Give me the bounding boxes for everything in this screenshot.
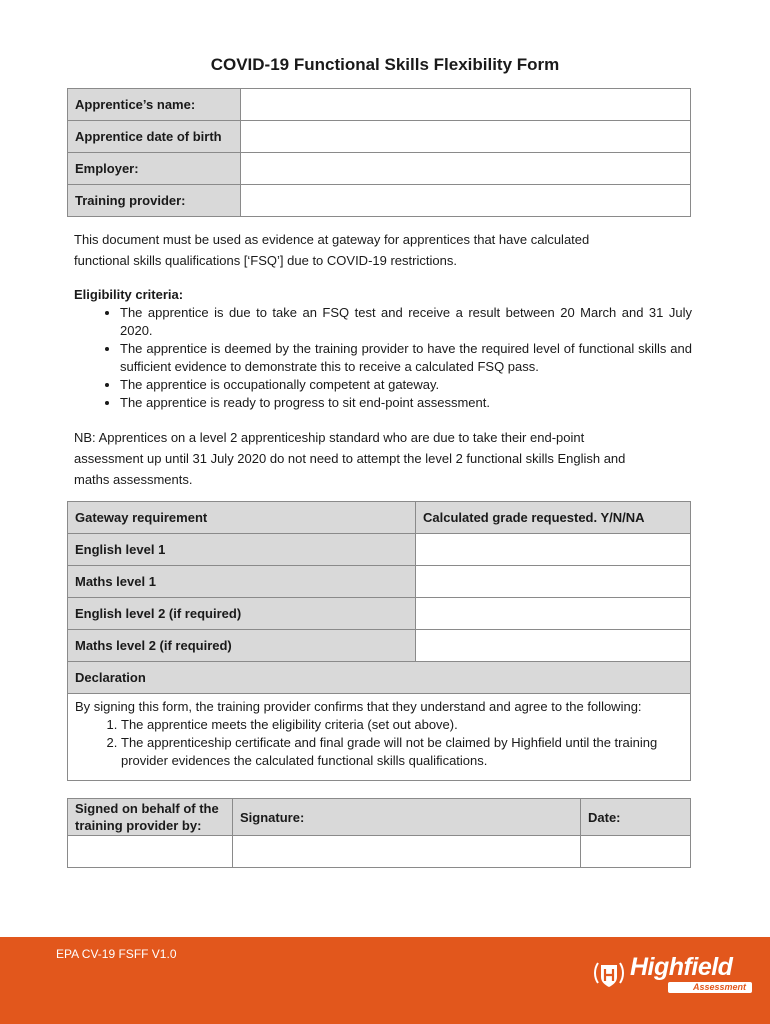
table-row bbox=[68, 598, 691, 630]
brand-name: Highfield bbox=[630, 953, 733, 981]
apprentice-dob-label: Apprentice date of birth bbox=[68, 121, 241, 153]
maths-level1-label: Maths level 1 bbox=[68, 566, 416, 598]
apprentice-name-label: Apprentice’s name: bbox=[68, 89, 241, 121]
document-code: EPA CV-19 FSFF V1.0 bbox=[56, 947, 177, 961]
table-row bbox=[68, 836, 691, 868]
page-footer bbox=[0, 937, 770, 1024]
intro-line: This document must be used as evidence at gateway for apprentices that have calculated bbox=[74, 232, 590, 247]
intro-line: functional skills qualifications [‘FSQ’] due to COVID-19 restrictions. bbox=[74, 253, 457, 268]
table-row bbox=[68, 121, 691, 153]
table-row bbox=[68, 694, 691, 781]
training-provider-label: Training provider: bbox=[68, 185, 241, 217]
declaration-heading: Declaration bbox=[68, 662, 691, 694]
table-row bbox=[68, 89, 691, 121]
declaration-intro: By signing this form, the training provider confirms that they understand and agree to the following: bbox=[75, 699, 642, 714]
english-level2-field[interactable] bbox=[416, 598, 691, 630]
page-title: COVID-19 Functional Skills Flexibility Form bbox=[210, 55, 560, 74]
table-row bbox=[68, 185, 691, 217]
maths-level2-label: Maths level 2 (if required) bbox=[68, 630, 416, 662]
table-header-row bbox=[68, 799, 691, 836]
highfield-logo bbox=[592, 953, 762, 997]
date-field[interactable] bbox=[581, 836, 691, 868]
signed-on-behalf-label: Signed on behalf of the training provider by: bbox=[68, 799, 233, 836]
table-row bbox=[68, 153, 691, 185]
date-label: Date: bbox=[581, 799, 691, 836]
apprentice-dob-field[interactable] bbox=[241, 121, 691, 153]
maths-level2-field[interactable] bbox=[416, 630, 691, 662]
eligibility-heading: Eligibility criteria: bbox=[74, 287, 184, 302]
english-level1-label: English level 1 bbox=[68, 534, 416, 566]
intro-paragraph bbox=[74, 229, 694, 271]
list-item: • The apprentice is ready to progress to sit end-point assessment. bbox=[120, 394, 692, 412]
list-item: • The apprentice is occupationally competent at gateway. bbox=[120, 376, 692, 394]
apprentice-name-field[interactable] bbox=[241, 89, 691, 121]
list-item: • The apprentice is due to take an FSQ test and receive a result between 20 March and 31 July 2020. bbox=[120, 304, 692, 340]
signature-field[interactable] bbox=[233, 836, 581, 868]
english-level1-field[interactable] bbox=[416, 534, 691, 566]
eligibility-list bbox=[74, 304, 692, 412]
declaration-body bbox=[68, 694, 691, 781]
signoff-table bbox=[67, 798, 691, 868]
gateway-requirement-header: Gateway requirement bbox=[68, 502, 416, 534]
employer-label: Employer: bbox=[68, 153, 241, 185]
english-level2-label: English level 2 (if required) bbox=[68, 598, 416, 630]
employer-field[interactable] bbox=[241, 153, 691, 185]
apprentice-details-table bbox=[67, 88, 691, 217]
table-row bbox=[68, 534, 691, 566]
nb-paragraph bbox=[74, 427, 694, 490]
training-provider-field[interactable] bbox=[241, 185, 691, 217]
table-header-row bbox=[68, 502, 691, 534]
table-row bbox=[68, 566, 691, 598]
signature-label: Signature: bbox=[233, 799, 581, 836]
nb-line: maths assessments. bbox=[74, 472, 193, 487]
maths-level1-field[interactable] bbox=[416, 566, 691, 598]
gateway-table bbox=[67, 501, 691, 781]
nb-line: assessment up until 31 July 2020 do not need to attempt the level 2 functional skills English and bbox=[74, 451, 626, 466]
calculated-grade-header: Calculated grade requested. Y/N/NA bbox=[416, 502, 691, 534]
brand-subtitle: Assessment bbox=[668, 982, 752, 993]
table-row bbox=[68, 630, 691, 662]
signed-by-field[interactable] bbox=[68, 836, 233, 868]
list-item: • The apprentice is deemed by the training provider to have the required level of functional skills and sufficient evidence to demonstrate this to receive a calculated FSQ pass. bbox=[120, 340, 692, 376]
nb-line: NB: Apprentices on a level 2 apprenticeship standard who are due to take their end-point bbox=[74, 430, 585, 445]
list-item: 1. The apprentice meets the eligibility criteria (set out above). bbox=[121, 716, 683, 734]
list-item: 2. The apprenticeship certificate and final grade will not be claimed by Highfield until the training provider evidences the calculated functional skills qualifications. bbox=[121, 734, 683, 770]
table-row bbox=[68, 662, 691, 694]
declaration-list bbox=[75, 716, 683, 770]
highfield-crest-icon bbox=[592, 957, 626, 991]
